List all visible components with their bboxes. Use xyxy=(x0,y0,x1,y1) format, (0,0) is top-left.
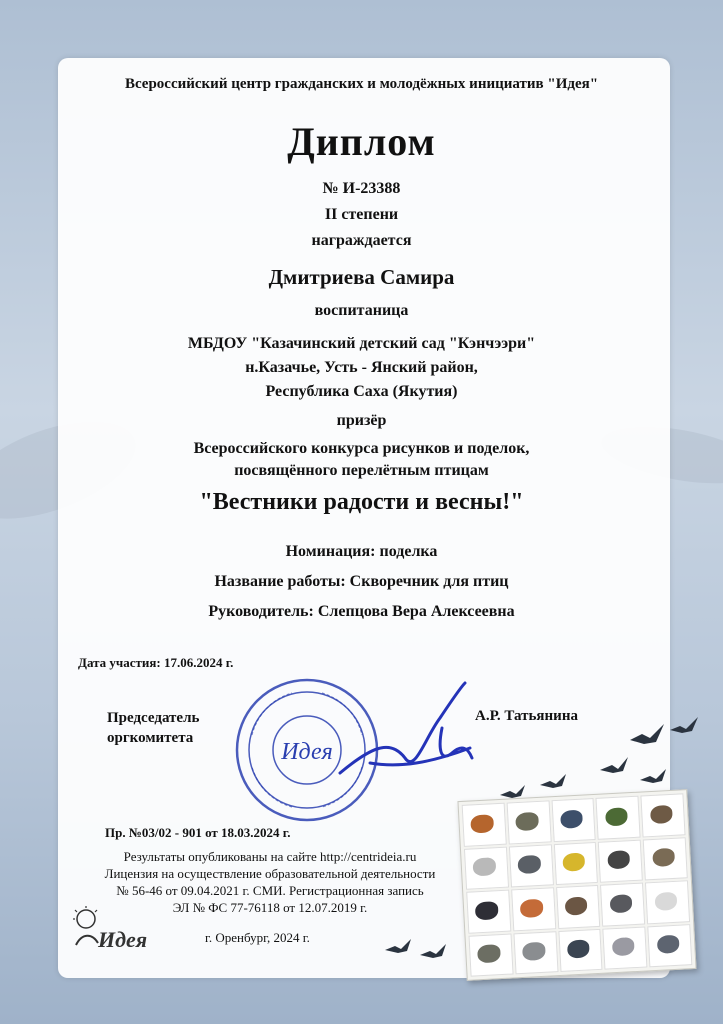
bird-picture xyxy=(468,933,513,977)
order-number: Пр. №03/02 - 901 от 18.03.2024 г. xyxy=(105,825,291,840)
idea-logo xyxy=(72,905,162,955)
bird-picture xyxy=(603,926,648,970)
bird-picture xyxy=(647,924,692,968)
bird-picture xyxy=(511,887,556,931)
institution-line: н.Казачье, Усть - Янский район, xyxy=(245,359,478,376)
bird-picture xyxy=(556,885,601,929)
bird-picture xyxy=(466,890,511,934)
bird-picture xyxy=(643,837,688,881)
stamp-center-text: Идея xyxy=(281,739,333,765)
institution xyxy=(0,332,723,404)
chair-line: оргкомитета xyxy=(107,730,194,746)
contest-line: посвящённого перелётным птицам xyxy=(234,462,489,479)
bird-picture xyxy=(598,839,643,883)
contest-line: Всероссийского конкурса рисунков и поделок, xyxy=(193,440,530,457)
institution-line: МБДОУ "Казачинский детский сад "Кэнчээри" xyxy=(187,335,536,352)
bird-picture xyxy=(645,880,690,924)
diploma-title: Диплом xyxy=(287,119,436,164)
awarded-text: награждается xyxy=(311,232,412,249)
bird-picture xyxy=(509,844,554,888)
leader: Руководитель: Слепцова Вера Алексеевна xyxy=(208,603,515,620)
signer-name: А.Р. Татьянина xyxy=(475,708,578,724)
place-text: призёр xyxy=(336,412,387,429)
bird-picture xyxy=(600,883,645,927)
chair-line: Председатель xyxy=(107,710,200,726)
footer-line: Результаты опубликованы на сайте http://centrideia.ru xyxy=(123,849,417,864)
flying-birds xyxy=(480,700,710,810)
bird-picture xyxy=(464,846,509,890)
chair-title xyxy=(107,708,199,748)
logo-text: Идея xyxy=(98,927,148,952)
diploma-number: № И-23388 xyxy=(322,180,401,197)
signature xyxy=(330,678,480,788)
bird-picture xyxy=(513,931,558,975)
footer-line: ЭЛ № ФС 77-76118 от 12.07.2019 г. xyxy=(172,900,368,915)
bird-picture xyxy=(558,928,603,972)
participation-date: Дата участия: 17.06.2024 г. xyxy=(78,655,234,670)
recipient-name: Дмитриева Самира xyxy=(268,265,455,289)
contest-name: "Вестники радости и весны!" xyxy=(199,489,524,515)
diploma-degree: II степени xyxy=(324,206,399,223)
footer-line: № 56-46 от 09.04.2021 г. СМИ. Регистрационная запись xyxy=(116,883,424,898)
institution-line: Республика Саха (Якутия) xyxy=(265,383,458,400)
work-title: Название работы: Скворечник для птиц xyxy=(214,573,509,590)
recipient-role: воспитаница xyxy=(314,302,409,319)
flying-birds xyxy=(380,925,460,965)
footer-line: Лицензия на осуществление образовательной деятельности xyxy=(104,866,436,881)
city-year: г. Оренбург, 2024 г. xyxy=(205,930,310,945)
organization-header: Всероссийский центр гражданских и молодёжных инициатив "Идея" xyxy=(124,76,599,92)
bird-card-collage xyxy=(457,789,696,981)
bird-picture xyxy=(553,841,598,885)
contest-description xyxy=(0,438,723,482)
nomination: Номинация: поделка xyxy=(285,543,438,560)
